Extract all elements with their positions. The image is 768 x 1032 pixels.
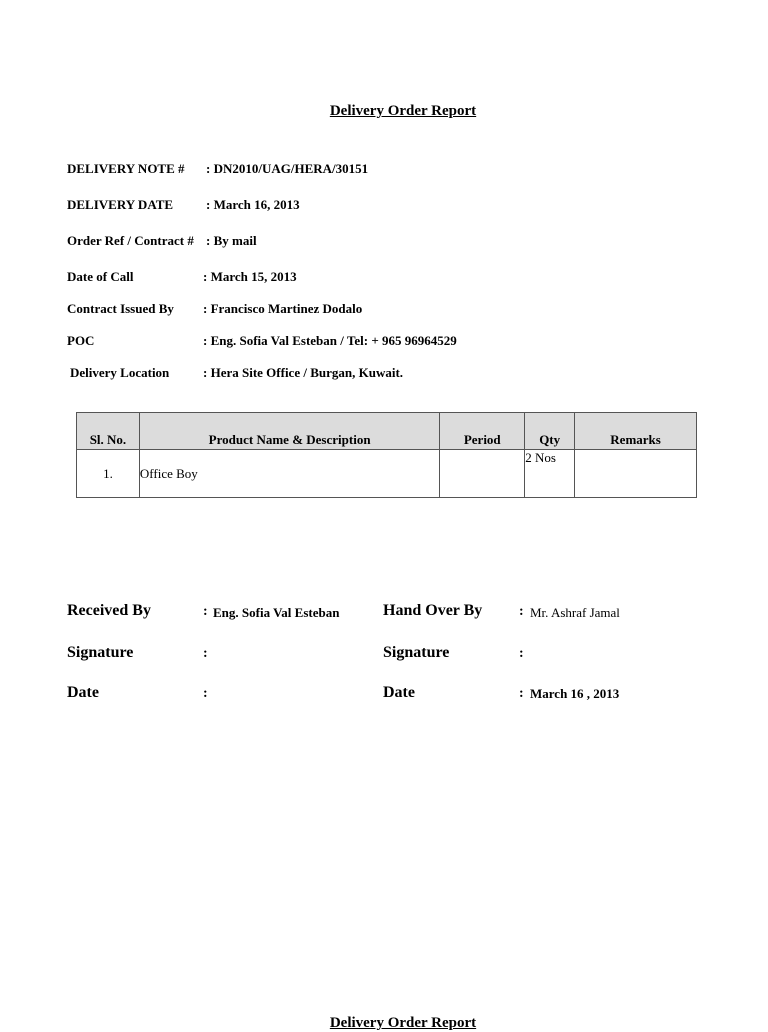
delivery-date-value: : March 16, 2013	[206, 197, 300, 212]
items-table	[76, 412, 697, 498]
delivery-note-value: : DN2010/UAG/HERA/30151	[206, 161, 369, 176]
received-by-value: Eng. Sofia Val Esteban	[213, 605, 340, 620]
cell-qty: 2 Nos	[525, 450, 575, 498]
hand-over-date-label: Date	[383, 684, 415, 701]
date-of-call-value: : March 15, 2013	[203, 269, 297, 284]
hand-over-signature-colon: :	[519, 646, 524, 661]
hand-over-date-value: March 16 , 2013	[530, 686, 620, 701]
header-period: Period	[440, 413, 525, 450]
poc-value: : Eng. Sofia Val Esteban / Tel: + 965 96964529	[203, 333, 457, 348]
hand-over-by-colon: :	[519, 604, 524, 619]
contract-issued-by-label: Contract Issued By	[67, 301, 174, 316]
cell-remarks	[575, 450, 697, 498]
received-date-colon: :	[203, 686, 208, 701]
next-page-title: Delivery Order Report	[329, 1015, 477, 1031]
cell-period	[440, 450, 525, 498]
received-signature-label: Signature	[67, 644, 134, 661]
hand-over-by-value: Mr. Ashraf Jamal	[530, 605, 620, 620]
delivery-note-label: DELIVERY NOTE #	[67, 161, 185, 176]
header-remarks: Remarks	[575, 413, 697, 450]
page-title: Delivery Order Report	[329, 103, 477, 119]
header-qty: Qty	[525, 413, 575, 450]
order-ref-label: Order Ref / Contract #	[67, 233, 194, 248]
table-row	[77, 450, 697, 498]
poc-label: POC	[67, 333, 95, 348]
table-header-row	[77, 413, 697, 450]
order-ref-value: : By mail	[206, 233, 257, 248]
date-of-call-label: Date of Call	[67, 269, 134, 284]
received-date-label: Date	[67, 684, 99, 701]
header-product: Product Name & Description	[139, 413, 439, 450]
delivery-location-value: : Hera Site Office / Burgan, Kuwait.	[203, 365, 404, 380]
received-signature-colon: :	[203, 646, 208, 661]
received-by-label: Received By	[67, 602, 151, 619]
delivery-date-label: DELIVERY DATE	[67, 197, 174, 212]
hand-over-date-colon: :	[519, 686, 524, 701]
hand-over-by-label: Hand Over By	[383, 602, 483, 619]
hand-over-signature-label: Signature	[383, 644, 450, 661]
delivery-location-label: Delivery Location	[70, 365, 170, 380]
received-by-colon: :	[203, 604, 208, 619]
header-sl-no: Sl. No.	[77, 413, 140, 450]
cell-product: Office Boy	[139, 450, 439, 498]
contract-issued-by-value: : Francisco Martinez Dodalo	[203, 301, 363, 316]
cell-sl-no: 1.	[77, 450, 140, 498]
